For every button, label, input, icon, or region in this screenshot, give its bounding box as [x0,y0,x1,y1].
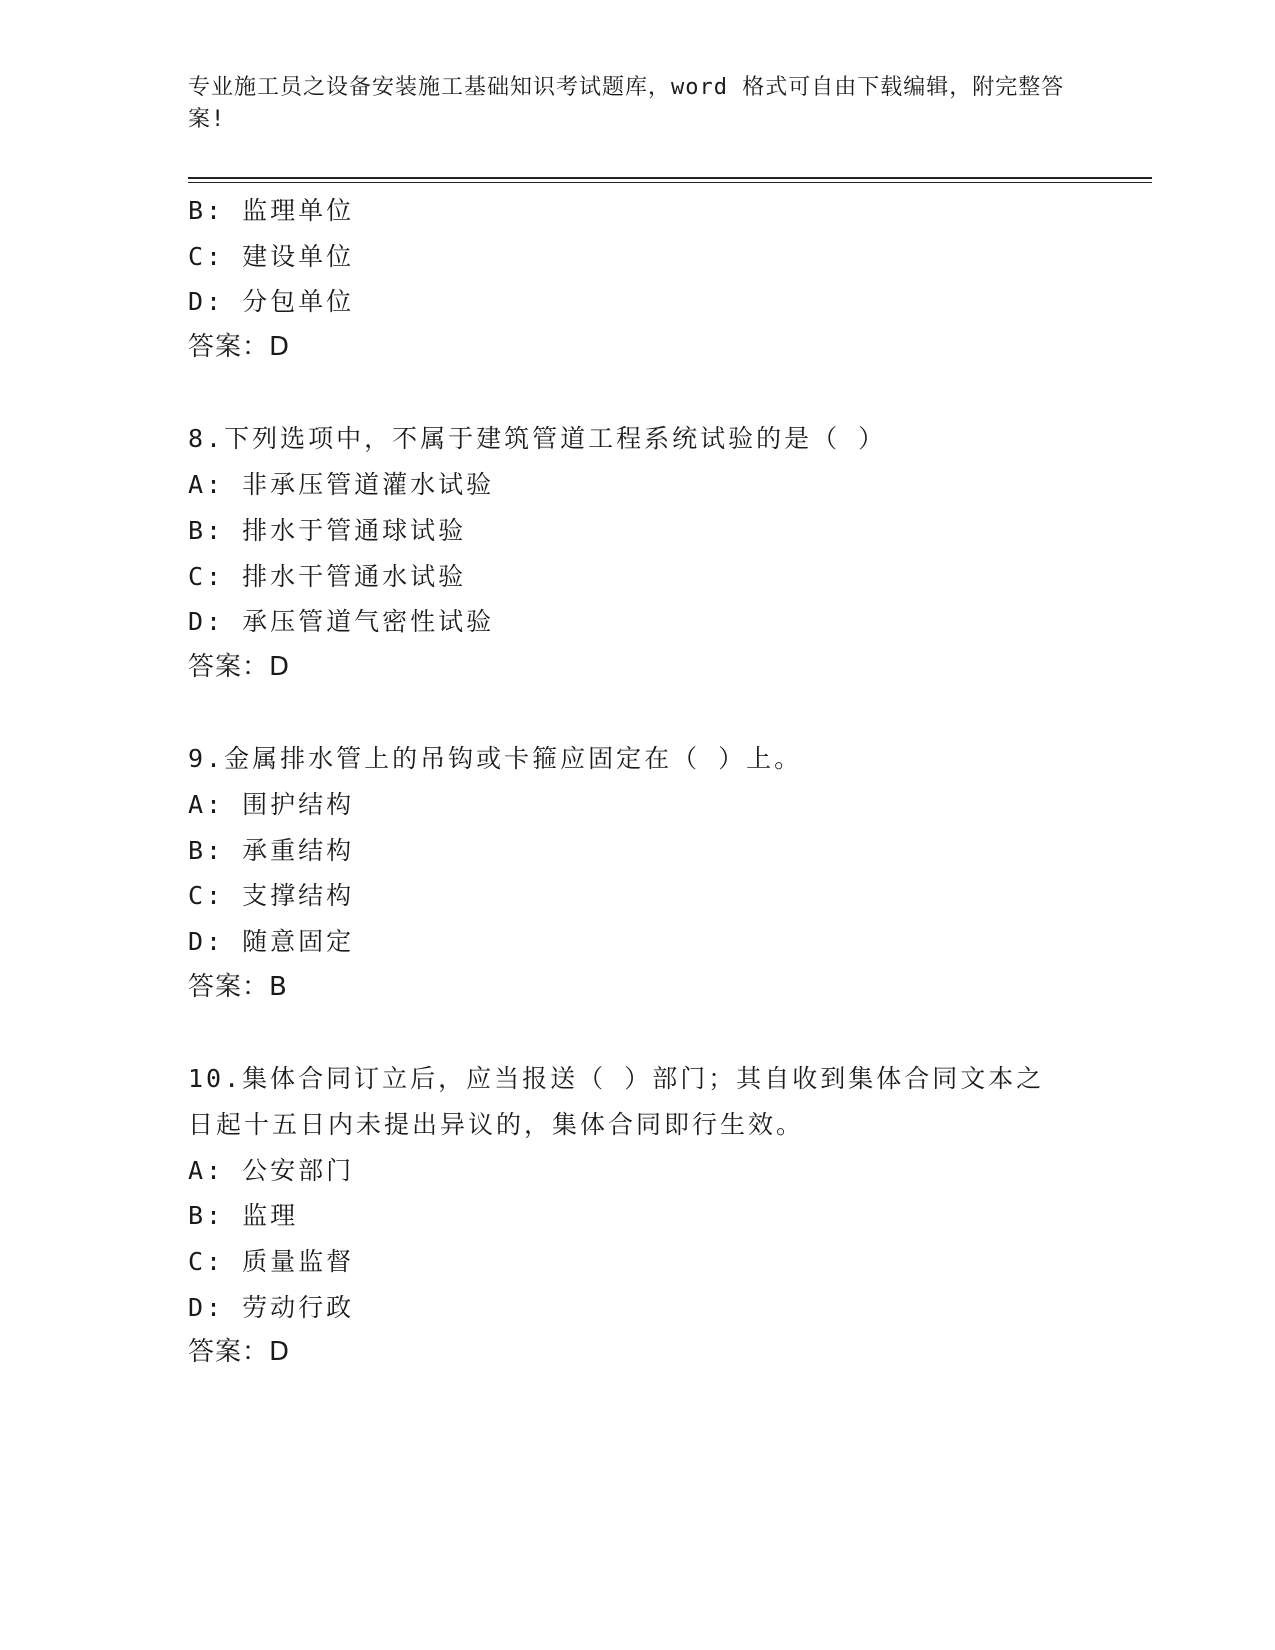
spacer [188,691,1068,737]
option-d: D: 分包单位 [188,287,355,317]
option-c: C: 建设单位 [188,241,355,271]
option-b: B: 监理单位 [188,196,355,225]
answer-line: 答案：D [188,651,291,682]
option-c: C: 支撑结构 [188,881,355,911]
question-block-8 [188,416,1068,690]
answer-line: 答案：D [188,1337,291,1368]
question-list [188,188,1068,1376]
option-a: A: 围护结构 [188,789,355,819]
question-text: 10.集体合同订立后，应当报送（ ）部门；其自收到集体合同文本之日起十五日内未提出异议的，集体合同即行生效。 [188,1064,1045,1139]
header-rule-thick [188,177,1152,179]
option-b: B: 监理 [188,1201,299,1231]
option-a: A: 非承压管道灌水试验 [188,470,495,500]
question-block-partial [188,188,1068,371]
option-b: B: 排水于管通球试验 [188,515,467,545]
option-c: C: 排水干管通水试验 [188,561,467,591]
answer-line: 答案：D [188,332,291,363]
spacer [188,1010,1068,1056]
spacer [188,371,1068,417]
option-a: A: 公安部门 [188,1155,355,1185]
question-text: 8.下列选项中，不属于建筑管道工程系统试验的是（ ） [188,424,887,454]
document-header: 专业施工员之设备安装施工基础知识考试题库，word 格式可自由下载编辑，附完整答案! [188,75,1065,132]
option-d: D: 随意固定 [188,927,355,957]
option-b: B: 承重结构 [188,835,355,865]
answer-line: 答案：B [188,971,288,1002]
question-text: 9.金属排水管上的吊钩或卡箍应固定在（ ）上。 [188,744,803,774]
option-c: C: 质量监督 [188,1246,355,1276]
option-d: D: 劳动行政 [188,1292,355,1322]
question-block-9 [188,736,1068,1010]
header-rule-thin [188,182,1152,183]
option-d: D: 承压管道气密性试验 [188,607,495,637]
question-block-10 [188,1056,1068,1376]
